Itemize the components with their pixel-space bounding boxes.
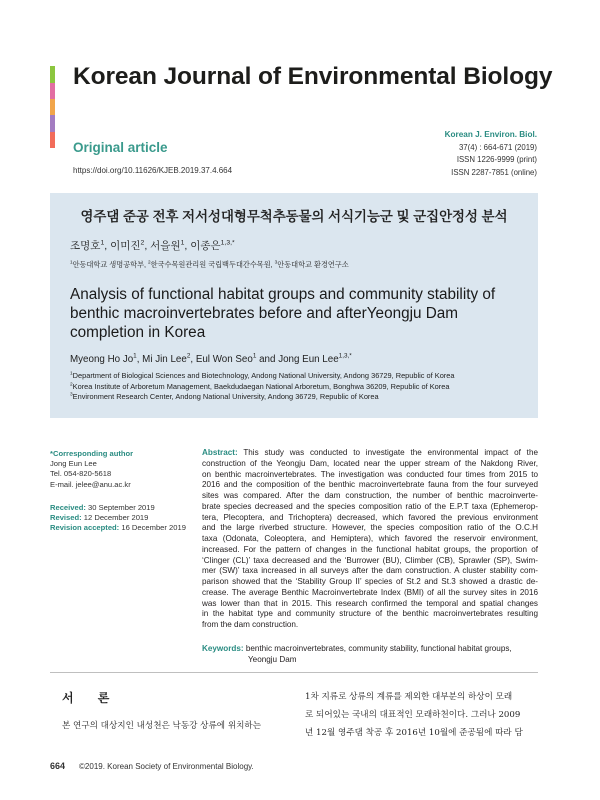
english-title: Analysis of functional habitat groups and community stability of benthic macroinvertebrates before and afterYeongju Dam completion in Korea <box>70 286 496 341</box>
affil-text: 안동대학교 환경연구소 <box>277 260 349 269</box>
body-line: 로 되어있는 국내의 대표적인 모래하천이다. 그러나 2009 <box>305 710 521 721</box>
abstract-line: increased. For the pattern of changes in the functional habitat groups, the proportion of <box>202 544 538 554</box>
article-type: Original article <box>73 140 168 155</box>
abstract-line: was lower than that in 2015. This research confirmed the temporal and spatial changes <box>202 598 538 608</box>
volume-pages: 37(4) : 664-671 (2019) <box>458 142 537 152</box>
abstract-line: construction of the Yeongju Dam, located near the upper stream of the Nakdong River, <box>202 458 538 468</box>
affil-sup: 2 <box>148 259 151 265</box>
received-label: Received: <box>50 502 86 512</box>
body-line: 1차 지류로 상류의 계류를 제외한 대부분의 하상이 모래 <box>305 692 513 702</box>
page-footer <box>50 761 254 771</box>
abstract-line: and the large riverbed structure. However, the species composition ratio of the O.C.H <box>202 523 538 533</box>
abstract-line <box>202 448 538 459</box>
journal-abbreviation: Korean J. Environ. Biol. <box>444 130 537 139</box>
corresponding-author-name: Jong Eun Lee <box>50 459 97 469</box>
author-name: Eul Won Seo <box>195 354 253 365</box>
page-number: 664 <box>50 761 66 771</box>
abstract-line: crease. The average Benthic Macroinvertebrate Index (BMI) of all the survey sites in 2016 <box>202 587 538 597</box>
affil-sup: 3 <box>274 259 278 265</box>
keywords-text-continued: Yeongju Dam <box>248 655 297 664</box>
abstract-line: brate species decreased and the species composition ratio of the E.P.T taxa (Ephemerop- <box>202 501 538 511</box>
issn-print: ISSN 1226-9999 (print) <box>456 155 537 164</box>
korean-affiliations: $^1$안동대학교 생명공학부, $^2$한국수목원관리원 국립백두대간수목원, $^3$안동대학교 환경연구소 <box>70 259 349 269</box>
color-bar-purple <box>50 115 55 132</box>
author-sup: 1 <box>133 352 137 360</box>
accepted-value: 16 December 2019 <box>121 523 186 533</box>
author-sup: 2 <box>140 239 145 247</box>
abstract-line: from the dam construction. <box>202 620 299 629</box>
corresponding-author-tel: Tel. 054-820-5618 <box>50 469 112 479</box>
journal-info <box>445 129 537 179</box>
affil-text: 안동대학교 생명공학부 <box>72 260 145 269</box>
received-value: 30 September 2019 <box>88 502 155 512</box>
abstract-line: ‘Clinger (CL)’ taxa decreased and the ‘Burrower (BU), Climber (CB), Sprawler (SP), Swim- <box>202 555 538 565</box>
author-sup: 1,3,* <box>338 352 352 360</box>
copyright: ©2019. Korean Society of Environmental Biology. <box>79 762 254 771</box>
title-box <box>50 193 538 418</box>
issn-online: ISSN 2287-7851 (online) <box>451 167 537 177</box>
body-text-right <box>305 688 539 743</box>
author-name: 이미진 <box>110 240 141 252</box>
accepted-date <box>50 523 190 533</box>
author-sup: 1 <box>180 239 185 247</box>
abstract-line: on benthic macroinvertebrates. The investigation was conducted four times from 2015 to <box>202 469 538 479</box>
affil-sup: 3 <box>70 392 73 398</box>
article-sidebar <box>50 449 190 533</box>
color-bar-green <box>50 66 55 83</box>
author-name: Jong Eun Lee <box>278 354 339 365</box>
affiliation-line <box>70 392 518 403</box>
abstract-line: parison showed that the ‘Stability Group II’ species of St.2 and St.3 showed a drastic de- <box>202 577 538 586</box>
section-heading: 서 론 <box>62 691 120 705</box>
color-bar-pink <box>50 83 55 99</box>
english-authors: Myeong Ho Jo$^1$, Mi Jin Lee$^2$, Eul Won Seo$^1$ and Jong Eun Lee$^{1,3,*}$ <box>70 352 352 365</box>
affil-text: 한국수목원관리원 국립백두대간수목원 <box>150 260 271 269</box>
abstract <box>202 448 538 631</box>
corresponding-author-label: *Corresponding author <box>50 449 134 458</box>
abstract-line: 2016 and the composition of the benthic macroinvertebrate fauna from the four surveyed <box>202 480 538 490</box>
author-sup: 1,3,* <box>220 239 235 247</box>
keywords-text: benthic macroinvertebrates, community stability, functional habitat groups, <box>245 644 512 653</box>
author-sup: 1 <box>100 239 105 247</box>
doi-link[interactable]: https://doi.org/10.11626/KJEB.2019.37.4.664 <box>73 166 233 175</box>
author-sup: 2 <box>186 352 191 360</box>
affiliation-line <box>70 382 518 393</box>
abstract-line: sites was compared. After the dam construction, the number of benthic macroinverte- <box>202 491 538 500</box>
author-name: 서을원 <box>150 240 181 252</box>
keywords <box>202 643 538 665</box>
abstract-line: taxa (Odonata, Coleoptera, and Hemiptera), which favored the reservoir environment, <box>202 534 538 543</box>
revised-value: 12 December 2019 <box>83 513 149 523</box>
received-date <box>50 503 190 513</box>
journal-title: Korean Journal of Environmental Biology <box>73 63 553 90</box>
color-bar-red <box>50 132 55 148</box>
author-name: Mi Jin Lee <box>142 354 187 365</box>
abstract-line: in the habitat type and community structure of the benthic macroinvertebrates resulting <box>202 609 538 619</box>
author-sup: 1 <box>252 352 257 360</box>
affil-sup: 2 <box>70 382 73 388</box>
affiliation-line <box>70 371 518 382</box>
color-bar-orange <box>50 99 55 115</box>
affil-sup: 1 <box>70 259 73 265</box>
author-name: 이종은 <box>190 240 221 252</box>
section-divider <box>50 672 538 673</box>
body-line: 년 12월 영주댐 착공 후 2016년 10월에 준공됨에 따라 담 <box>305 728 523 739</box>
abstract-text: This study was conducted to investigate the environmental impact of the <box>243 448 538 457</box>
korean-authors: 조명호$^1$, 이미진$^2$, 서을원$^1$, 이종은$^{1,3,*}$ <box>70 239 235 252</box>
author-name: 조명호 <box>70 240 101 252</box>
corresponding-author-email[interactable]: E-mail. jelee@anu.ac.kr <box>50 479 131 489</box>
body-text-left: 본 연구의 대상지인 내성천은 낙동강 상류에 위치하는 <box>62 721 262 731</box>
keywords-label: Keywords: <box>202 644 244 653</box>
accepted-label: Revision accepted: <box>50 523 120 533</box>
abstract-line: mer (SW)’ taxa increased in all surveys after the dam construction. A cluster stability com- <box>202 566 538 576</box>
affil-text: Korea Institute of Arboretum Management, Baekdudaegan National Arboretum, Bonghwa 36209, Republic of Korea <box>72 381 450 391</box>
affil-text: Environment Research Center, Andong National University, Andong 36729, Republic of Korea <box>72 392 379 401</box>
revised-label: Revised: <box>50 513 82 523</box>
korean-title: 영주댐 준공 전후 저서성대형무척추동물의 서식기능군 및 군집안정성 분석 <box>80 209 508 224</box>
affil-text: Department of Biological Sciences and Biotechnology, Andong National University, Andong 36729, Republic of Korea <box>72 371 455 380</box>
affil-sup: 1 <box>70 371 73 377</box>
abstract-line: tera, Plecoptera, and Trichoptera) decreased, which favored the previous environment <box>202 512 538 522</box>
english-affiliations <box>70 371 518 403</box>
revised-date <box>50 513 190 523</box>
abstract-label: Abstract: <box>202 448 238 457</box>
author-name: Myeong Ho Jo <box>70 354 134 365</box>
